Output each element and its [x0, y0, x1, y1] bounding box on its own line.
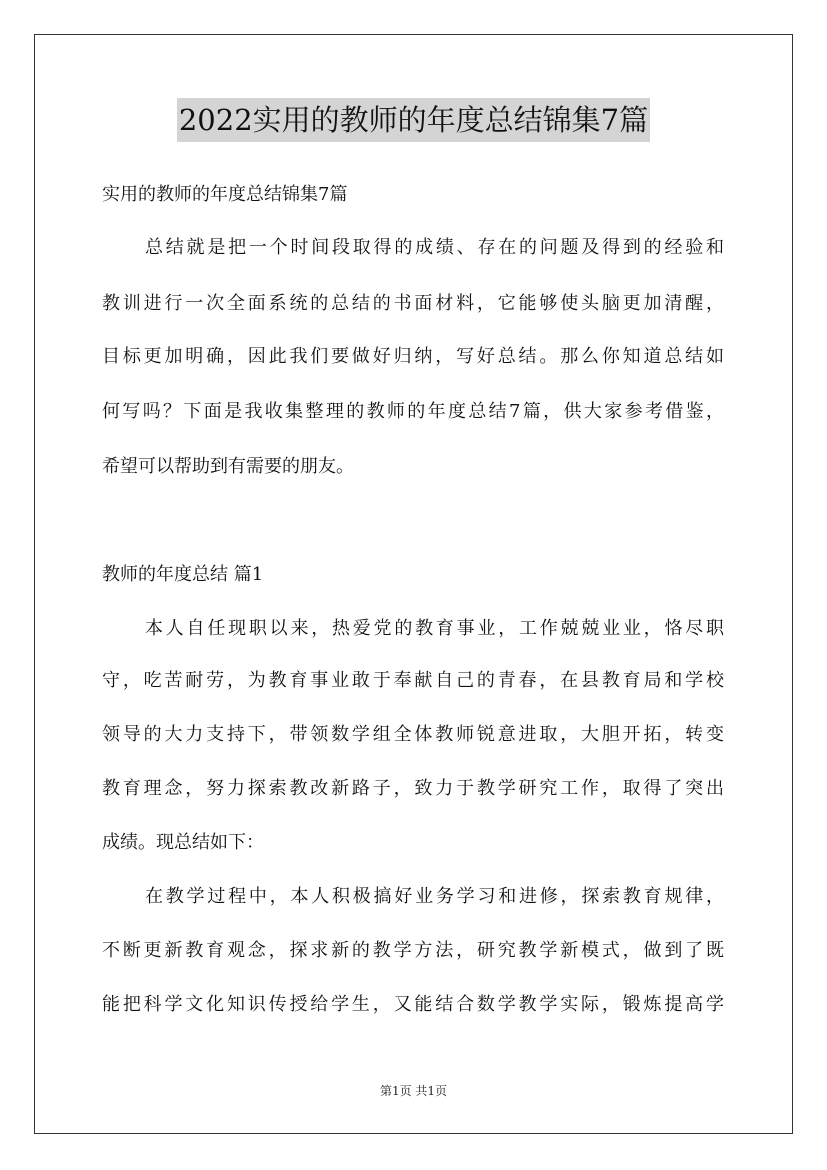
document-title-text: 2022实用的教师的年度总结锦集7篇 — [177, 98, 650, 142]
paragraph-line: 守，吃苦耐劳，为教育事业敢于奉献自己的青春，在县教育局和学校 — [102, 670, 724, 691]
intro-line: 目标更加明确，因此我们要做好归纳，写好总结。那么你知道总结如 — [102, 346, 724, 367]
paragraph-line: 本人自任现职以来，热爱党的教育事业，工作兢兢业业，恪尽职 — [145, 618, 724, 639]
intro-line: 希望可以帮助到有需要的朋友。 — [102, 456, 354, 477]
intro-line: 教训进行一次全面系统的总结的书面材料，它能够使头脑更加清醒， — [102, 293, 724, 314]
document-subtitle: 实用的教师的年度总结锦集7篇 — [102, 184, 348, 205]
paragraph-line: 教育理念，努力探索教改新路子，致力于教学研究工作，取得了突出 — [102, 778, 724, 799]
paragraph-line: 不断更新教育观念，探求新的教学方法，研究教学新模式，做到了既 — [102, 940, 724, 961]
section-heading: 教师的年度总结 篇1 — [102, 564, 264, 585]
paragraph-line: 领导的大力支持下，带领数学组全体教师锐意进取，大胆开拓，转变 — [102, 724, 724, 745]
intro-line: 何写吗？下面是我收集整理的教师的年度总结7篇，供大家参考借鉴， — [102, 401, 724, 422]
intro-line: 总结就是把一个时间段取得的成绩、存在的问题及得到的经验和 — [145, 237, 724, 258]
page-footer: 第1页 共1页 — [379, 1084, 448, 1098]
paragraph-line: 成绩。现总结如下： — [102, 832, 264, 853]
paragraph-line: 在教学过程中，本人积极搞好业务学习和进修，探索教育规律， — [145, 886, 724, 907]
paragraph-line: 能把科学文化知识传授给学生，又能结合数学教学实际，锻炼提高学 — [102, 994, 724, 1015]
document-title — [0, 98, 827, 142]
